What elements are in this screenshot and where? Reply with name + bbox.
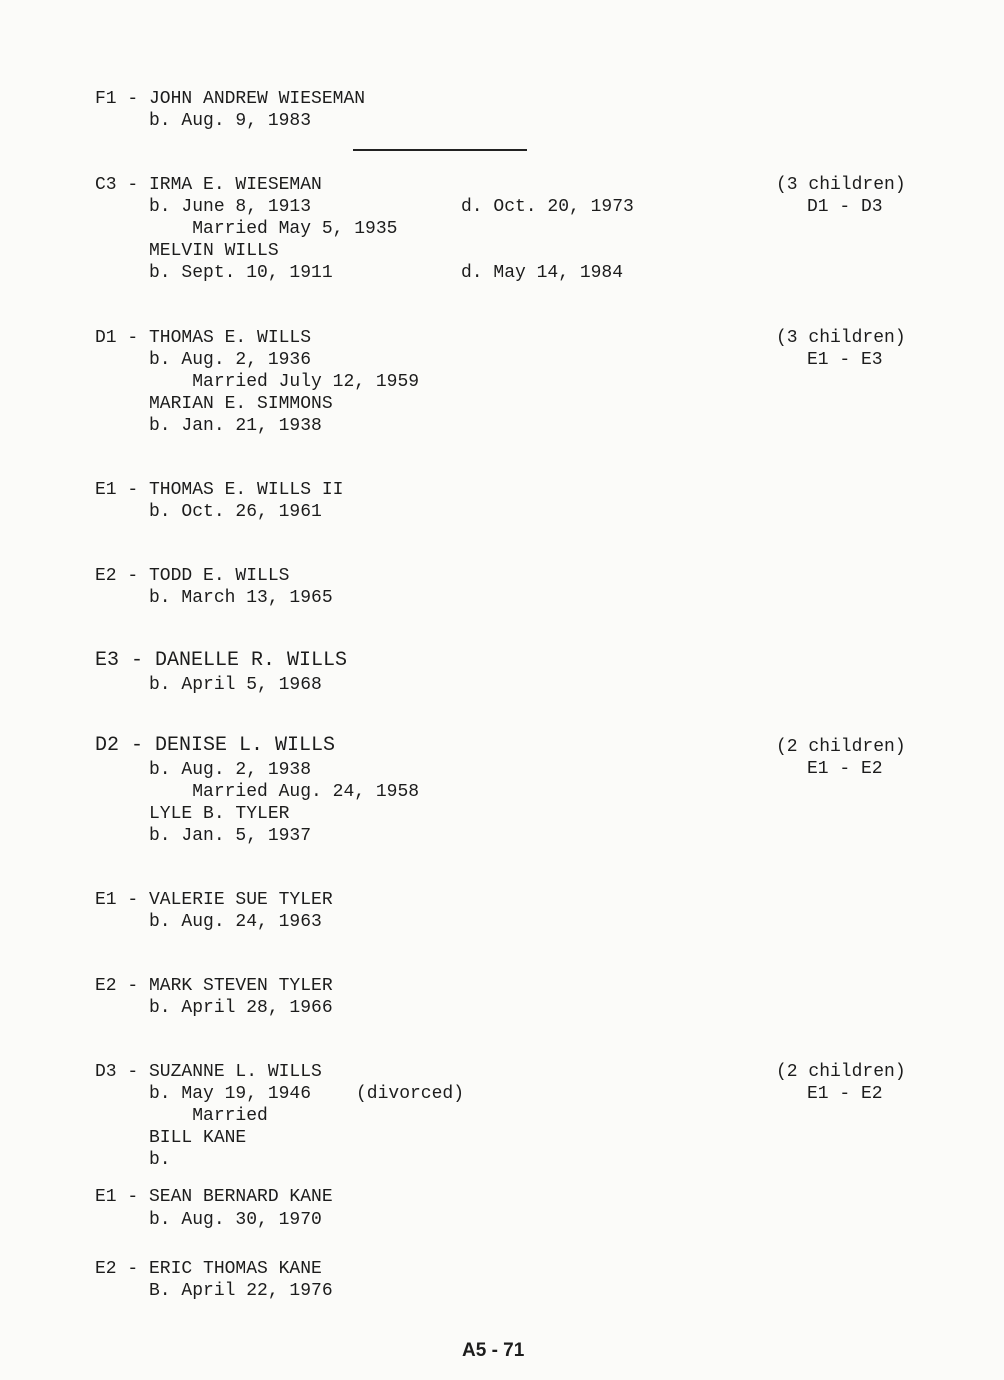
entry-d1-children-range: E1 - E3	[807, 350, 883, 370]
entry-e2-mark-name: E2 - MARK STEVEN TYLER	[95, 976, 333, 996]
entry-d2-spouse: LYLE B. TYLER	[95, 804, 290, 824]
entry-c3-birth: b. June 8, 1913	[95, 197, 312, 217]
entry-d2-birth: b. Aug. 2, 1938	[95, 760, 312, 780]
entry-d3-divorced-note: (divorced)	[356, 1084, 465, 1104]
entry-d2-marriage: Married Aug. 24, 1958	[95, 782, 420, 802]
entry-d3-spouse: BILL KANE	[95, 1128, 247, 1148]
page-number: A5 - 71	[462, 1340, 525, 1361]
entry-d2-name: D2 - DENISE L. WILLS	[95, 734, 336, 757]
entry-d2-children-range: E1 - E2	[807, 759, 883, 779]
entry-d1-spouse: MARIAN E. SIMMONS	[95, 394, 333, 414]
entry-c3-children-range: D1 - D3	[807, 197, 883, 217]
entry-d2-children-count: (2 children)	[776, 737, 906, 757]
entry-d1-children-count: (3 children)	[776, 328, 906, 348]
entry-c3-spouse: MELVIN WILLS	[95, 241, 279, 261]
entry-c3-spouse-death: d. May 14, 1984	[461, 263, 624, 283]
entry-e1-thomas-name: E1 - THOMAS E. WILLS II	[95, 480, 344, 500]
entry-e3-danelle-birth: b. April 5, 1968	[95, 675, 322, 695]
entry-d1-marriage: Married July 12, 1959	[95, 372, 420, 392]
entry-e1-valerie-birth: b. Aug. 24, 1963	[95, 912, 322, 932]
entry-e1-sean-name: E1 - SEAN BERNARD KANE	[95, 1187, 333, 1207]
entry-d1-name: D1 - THOMAS E. WILLS	[95, 328, 312, 348]
entry-e1-sean-birth: b. Aug. 30, 1970	[95, 1210, 322, 1230]
entry-e2-mark-birth: b. April 28, 1966	[95, 998, 333, 1018]
entry-d3-spouse-birth: b.	[95, 1150, 171, 1170]
entry-d3-children-count: (2 children)	[776, 1062, 906, 1082]
entry-d3-children-range: E1 - E2	[807, 1084, 883, 1104]
entry-d3-birth: b. May 19, 1946	[95, 1084, 312, 1104]
entry-e2-eric-birth: B. April 22, 1976	[95, 1281, 333, 1301]
entry-d3-marriage: Married	[95, 1106, 268, 1126]
entry-e2-eric-name: E2 - ERIC THOMAS KANE	[95, 1259, 322, 1279]
section-divider	[353, 149, 527, 151]
entry-c3-death: d. Oct. 20, 1973	[461, 197, 634, 217]
entry-e3-danelle-name: E3 - DANELLE R. WILLS	[95, 649, 348, 672]
entry-c3-name: C3 - IRMA E. WIESEMAN	[95, 175, 322, 195]
entry-e1-thomas-birth: b. Oct. 26, 1961	[95, 502, 322, 522]
entry-d1-birth: b. Aug. 2, 1936	[95, 350, 312, 370]
entry-c3-children-count: (3 children)	[776, 175, 906, 195]
entry-c3-marriage: Married May 5, 1935	[95, 219, 398, 239]
entry-e2-todd-birth: b. March 13, 1965	[95, 588, 333, 608]
entry-e2-todd-name: E2 - TODD E. WILLS	[95, 566, 290, 586]
entry-f1-name: F1 - JOHN ANDREW WIESEMAN	[95, 89, 366, 109]
entry-e1-valerie-name: E1 - VALERIE SUE TYLER	[95, 890, 333, 910]
entry-d1-spouse-birth: b. Jan. 21, 1938	[95, 416, 322, 436]
entry-f1-birth: b. Aug. 9, 1983	[95, 111, 312, 131]
entry-d2-spouse-birth: b. Jan. 5, 1937	[95, 826, 312, 846]
entry-d3-name: D3 - SUZANNE L. WILLS	[95, 1062, 322, 1082]
entry-c3-spouse-birth: b. Sept. 10, 1911	[95, 263, 333, 283]
